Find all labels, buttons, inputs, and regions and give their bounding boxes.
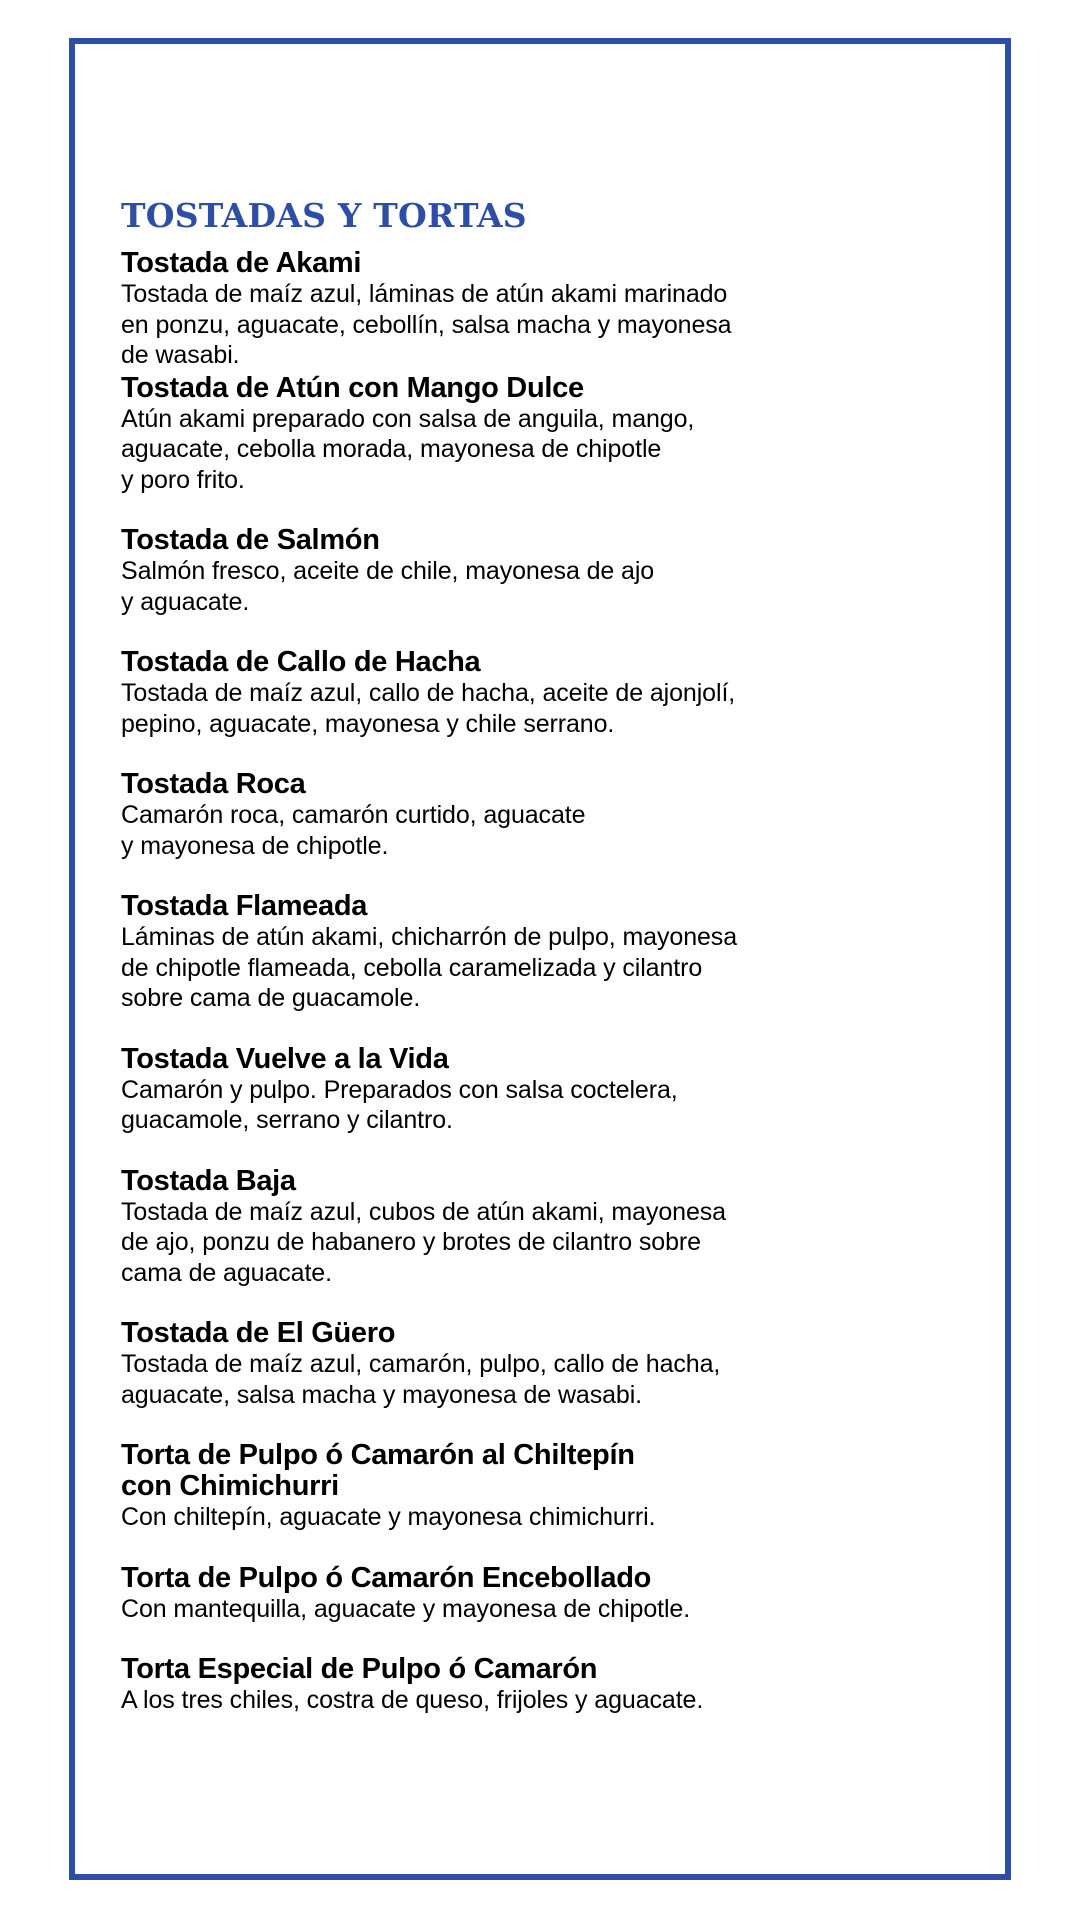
menu-item-name: Torta de Pulpo ó Camarón Encebollado — [121, 1561, 652, 1594]
menu-item-tostada-de-callo-de-hacha — [121, 647, 841, 739]
menu-item-name: Tostada de El Güero — [121, 1317, 396, 1349]
menu-item-name: Tostada de Salmón — [121, 524, 380, 556]
menu-item-tostada-flameada — [121, 891, 841, 1014]
menu-section-tostadas-y-tortas — [121, 196, 841, 1746]
menu-item-tostada-de-atun-con-mango-dulce — [121, 373, 841, 496]
menu-item-name: Tostada Vuelve a la Vida — [121, 1042, 449, 1075]
menu-item-tostada-de-salmon — [121, 525, 841, 617]
menu-item-description: Con chiltepín, aguacate y mayonesa chimichurri. — [121, 1503, 656, 1531]
menu-item-name: Torta de Pulpo ó Camarón al Chiltepín con Chimichurri — [121, 1439, 635, 1502]
menu-item-name: Tostada Flameada — [121, 890, 368, 922]
menu-item-torta-especial — [121, 1654, 841, 1716]
menu-item-name: Tostada de Atún con Mango Dulce — [121, 371, 584, 404]
menu-item-tostada-de-el-guero — [121, 1318, 841, 1410]
menu-item-description: Atún akami preparado con salsa de anguila, mango, aguacate, cebolla morada, mayonesa de chipotle y poro frito. — [121, 404, 695, 494]
menu-item-torta-chiltepin-chimichurri — [121, 1440, 841, 1533]
menu-item-description: Con mantequilla, aguacate y mayonesa de chipotle. — [121, 1594, 691, 1623]
menu-item-tostada-de-akami — [121, 248, 841, 371]
menu-item-name: Tostada de Callo de Hacha — [121, 646, 481, 678]
menu-item-tostada-baja — [121, 1166, 841, 1289]
section-title: TOSTADAS Y TORTAS — [121, 196, 527, 235]
menu-item-description: Tostada de maíz azul, camarón, pulpo, callo de hacha, aguacate, salsa macha y mayonesa de wasabi. — [121, 1350, 721, 1409]
menu-item-name: Tostada Roca — [121, 768, 306, 800]
menu-item-description: Tostada de maíz azul, cubos de atún akami, mayonesa de ajo, ponzu de habanero y brotes de cilantro sobre cama de aguacate. — [121, 1197, 726, 1287]
menu-item-description: Salmón fresco, aceite de chile, mayonesa de ajo y aguacate. — [121, 557, 655, 616]
menu-item-description: Camarón roca, camarón curtido, aguacate y mayonesa de chipotle. — [121, 801, 586, 860]
menu-item-name: Tostada de Akami — [121, 247, 362, 279]
menu-item-name: Torta Especial de Pulpo ó Camarón — [121, 1653, 598, 1685]
menu-item-torta-encebollado — [121, 1563, 841, 1625]
menu-item-description: Tostada de maíz azul, láminas de atún akami marinado en ponzu, aguacate, cebollín, salsa macha y mayonesa de wasabi. — [121, 280, 732, 369]
menu-item-name: Tostada Baja — [121, 1164, 296, 1197]
menu-item-description: Láminas de atún akami, chicharrón de pulpo, mayonesa de chipotle flameada, cebolla caramelizada y cilantro sobre cama de guacamole. — [121, 923, 738, 1012]
menu-item-description: Camarón y pulpo. Preparados con salsa coctelera, guacamole, serrano y cilantro. — [121, 1075, 678, 1134]
menu-item-description: Tostada de maíz azul, callo de hacha, aceite de ajonjolí, pepino, aguacate, mayonesa y chile serrano. — [121, 679, 736, 738]
menu-item-tostada-roca — [121, 769, 841, 861]
menu-item-description: A los tres chiles, costra de queso, frijoles y aguacate. — [121, 1686, 704, 1714]
menu-item-tostada-vuelve-a-la-vida — [121, 1044, 841, 1136]
